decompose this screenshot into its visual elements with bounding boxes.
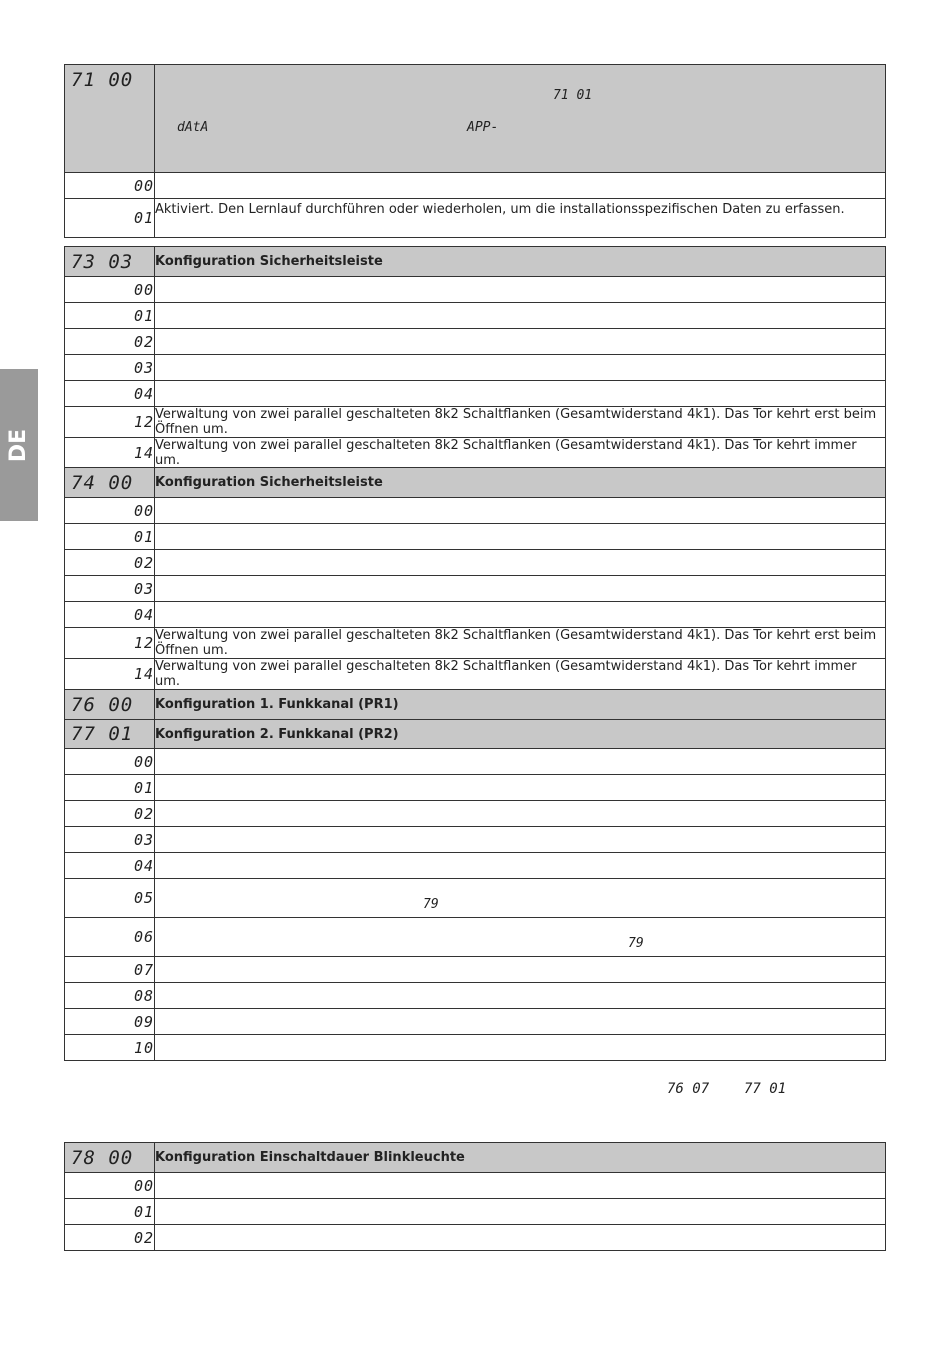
table-row (65, 628, 886, 659)
table-row (65, 1225, 886, 1251)
table-header (65, 690, 886, 720)
value-code: 14 (133, 665, 154, 683)
value-description (155, 355, 886, 381)
value-description (155, 1173, 886, 1199)
value-code: 00 (133, 1176, 154, 1195)
value-description (155, 957, 886, 983)
value-code: 06 (133, 928, 154, 946)
table-row (65, 303, 886, 329)
inline-code-7101: 71 01 (553, 88, 593, 103)
table-row (65, 1035, 886, 1061)
inline-code-data: dAtA (177, 120, 209, 135)
value-code: 10 (133, 1038, 154, 1057)
section-title: Konfiguration Sicherheitsleiste (155, 468, 886, 498)
value-description: Verwaltung von zwei parallel geschalteten 8k2 Schaltflanken (Gesamtwiderstand 4k1). Das Tor kehrt immer um. (155, 659, 886, 690)
table-row (65, 407, 886, 438)
table-row (65, 524, 886, 550)
value-code: 01 (133, 1202, 154, 1221)
table-row (65, 381, 886, 407)
value-description (155, 1225, 886, 1251)
value-code: 03 (133, 579, 154, 598)
table-74 (64, 467, 886, 690)
table-row (65, 199, 886, 238)
table-row (65, 576, 886, 602)
value-description (155, 827, 886, 853)
table-row (65, 775, 886, 801)
value-description (155, 173, 886, 199)
value-description: Aktiviert. Den Lernlauf durchführen oder wiederholen, um die installationsspezifischen Daten zu erfassen. (155, 199, 886, 238)
table-row (65, 983, 886, 1009)
parameter-code: 74 00 (71, 471, 134, 494)
parameter-code: 76 00 (71, 693, 134, 716)
table-row (65, 853, 886, 879)
value-description (155, 498, 886, 524)
table-row (65, 918, 886, 957)
value-code: 00 (133, 752, 154, 771)
value-description (155, 801, 886, 827)
value-description (155, 1009, 886, 1035)
table-76-77 (64, 689, 886, 1061)
table-row (65, 329, 886, 355)
table-header (65, 720, 886, 749)
table-row (65, 659, 886, 690)
table-row (65, 438, 886, 469)
parameter-code: 78 00 (71, 1146, 134, 1169)
value-code: 00 (133, 280, 154, 299)
table-row (65, 827, 886, 853)
value-code: 04 (133, 605, 154, 624)
table-row (65, 602, 886, 628)
inline-code-79: 79 (423, 897, 439, 912)
value-code: 03 (133, 830, 154, 849)
value-code: 01 (133, 527, 154, 546)
language-tab-label: DE (6, 428, 32, 462)
table-row (65, 1009, 886, 1035)
inline-code-79: 79 (628, 936, 644, 951)
value-description (155, 329, 886, 355)
table-header (65, 468, 886, 498)
language-tab (0, 369, 38, 521)
value-code: 01 (133, 209, 154, 227)
table-71 (64, 64, 886, 238)
value-description (155, 524, 886, 550)
value-code: 14 (133, 444, 154, 462)
value-description (155, 749, 886, 775)
value-description (155, 1035, 886, 1061)
value-code: 04 (133, 384, 154, 403)
value-description (155, 550, 886, 576)
value-description (155, 576, 886, 602)
value-code: 08 (133, 986, 154, 1005)
table-row (65, 277, 886, 303)
table-78 (64, 1142, 886, 1251)
value-description (155, 879, 886, 918)
section-title: Konfiguration Einschaltdauer Blinkleuchte (155, 1143, 886, 1173)
table-row (65, 498, 886, 524)
value-code: 00 (133, 176, 154, 195)
table-row (65, 957, 886, 983)
value-description: Verwaltung von zwei parallel geschalteten 8k2 Schaltflanken (Gesamtwiderstand 4k1). Das Tor kehrt erst beim Öffnen um. (155, 407, 886, 438)
table-header (65, 1143, 886, 1173)
value-description (155, 918, 886, 957)
value-code: 02 (133, 332, 154, 351)
value-code: 09 (133, 1012, 154, 1031)
table-row (65, 749, 886, 775)
value-code: 00 (133, 501, 154, 520)
table-73 (64, 246, 886, 469)
value-code: 02 (133, 804, 154, 823)
parameter-code: 71 00 (71, 69, 134, 91)
table-row (65, 1199, 886, 1225)
value-code: 03 (133, 358, 154, 377)
table-row (65, 173, 886, 199)
table-row (65, 801, 886, 827)
value-description (155, 1199, 886, 1225)
value-code: 02 (133, 553, 154, 572)
value-code: 12 (133, 413, 154, 431)
value-description: Verwaltung von zwei parallel geschalteten 8k2 Schaltflanken (Gesamtwiderstand 4k1). Das Tor kehrt immer um. (155, 438, 886, 469)
table-row (65, 1173, 886, 1199)
value-code: 07 (133, 960, 154, 979)
value-description (155, 775, 886, 801)
value-description (155, 853, 886, 879)
value-description (155, 983, 886, 1009)
note-code-7607: 76 07 (667, 1081, 710, 1097)
value-description: Verwaltung von zwei parallel geschalteten 8k2 Schaltflanken (Gesamtwiderstand 4k1). Das Tor kehrt erst beim Öffnen um. (155, 628, 886, 659)
value-description (155, 277, 886, 303)
value-code: 02 (133, 1228, 154, 1247)
note-code-7701: 77 01 (744, 1081, 787, 1097)
table-header (65, 65, 886, 173)
inline-code-app: APP- (467, 120, 499, 135)
section-title: Konfiguration 2. Funkkanal (PR2) (155, 720, 886, 749)
value-code: 01 (133, 306, 154, 325)
section-title: Konfiguration Sicherheitsleiste (155, 247, 886, 277)
value-description (155, 303, 886, 329)
header-description (155, 65, 886, 173)
table-header (65, 247, 886, 277)
parameter-code: 73 03 (71, 250, 134, 273)
section-title: Konfiguration 1. Funkkanal (PR1) (155, 690, 886, 720)
value-code: 01 (133, 778, 154, 797)
value-code: 12 (133, 634, 154, 652)
table-row (65, 550, 886, 576)
value-description (155, 602, 886, 628)
table-row (65, 879, 886, 918)
value-code: 04 (133, 856, 154, 875)
table-row (65, 355, 886, 381)
value-code: 05 (133, 889, 154, 907)
value-description (155, 381, 886, 407)
parameter-code: 77 01 (71, 723, 134, 745)
